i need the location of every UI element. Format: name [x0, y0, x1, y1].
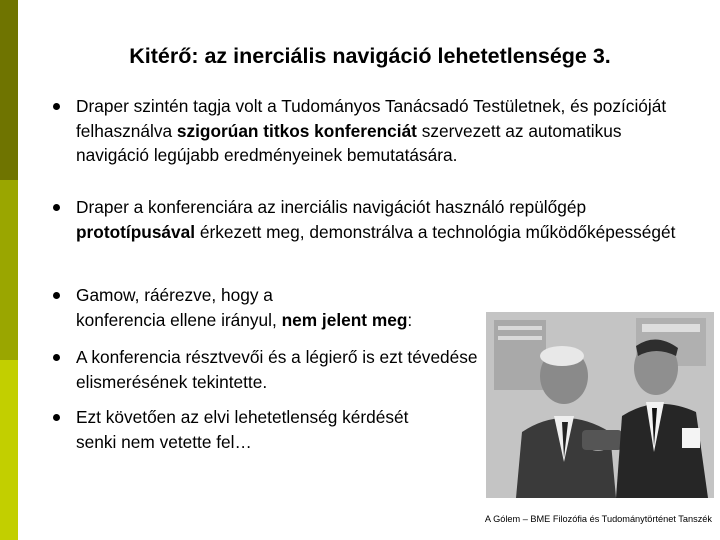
bullet-3-text-a: Gamow, ráérezve, hogy a: [76, 285, 273, 305]
sidebar-segment-middle: [0, 180, 18, 360]
bullet-2-bold: prototípusával: [76, 221, 196, 242]
bullet-dot-icon: [53, 292, 60, 299]
sidebar-segment-bottom: [0, 360, 18, 540]
bullet-3-text-c: :: [407, 309, 413, 330]
bullet-item-2: [50, 195, 690, 283]
photo-illustration: [486, 312, 714, 498]
bullet-dot-icon: [53, 414, 60, 421]
bullet-1-text-a: Draper szintén tagja volt a Tudományos Tanácsadó Testületnek, és pozícióját felhasználva: [76, 96, 667, 141]
bullet-dot-icon: [53, 204, 60, 211]
bullet-2-text-a: Draper a konferenciára az inerciális navigációt használó repülőgép: [76, 197, 587, 217]
slide-title: Kitérő: az inerciális navigáció lehetetlensége 3.: [129, 44, 611, 68]
sidebar-accent-bar: [0, 0, 18, 540]
footer-credit: A Gólem – BME Filozófia és Tudománytörténet Tanszék: [484, 514, 712, 524]
sidebar-segment-top: [0, 0, 18, 180]
bullet-5-text-b: senki nem vetette fel…: [76, 431, 252, 452]
bullet-item-4: [50, 345, 480, 405]
bullet-3-text-b: konferencia ellene irányul,: [76, 309, 282, 330]
bullet-5-text-a: Ezt követően az elvi lehetetlenség kérdését: [76, 407, 409, 427]
bullet-2-text-b: érkezett meg, demonstrálva a technológia működőképességét: [195, 221, 676, 242]
bullet-4-text: A konferencia résztvevői és a légierő is ezt tévedése elismerésének tekintette.: [76, 347, 478, 392]
bullet-dot-icon: [53, 103, 60, 110]
bullet-3-bold: nem jelent meg: [281, 309, 408, 330]
historical-photo: [486, 312, 714, 498]
bullet-1-bold: szigorúan titkos konferenciát: [176, 120, 417, 141]
bullet-dot-icon: [53, 354, 60, 361]
bullet-1-text-b: szervezett az automatikus navigáció legújabb eredményeinek bemutatására.: [76, 120, 622, 165]
bullet-item-1: [50, 94, 690, 195]
